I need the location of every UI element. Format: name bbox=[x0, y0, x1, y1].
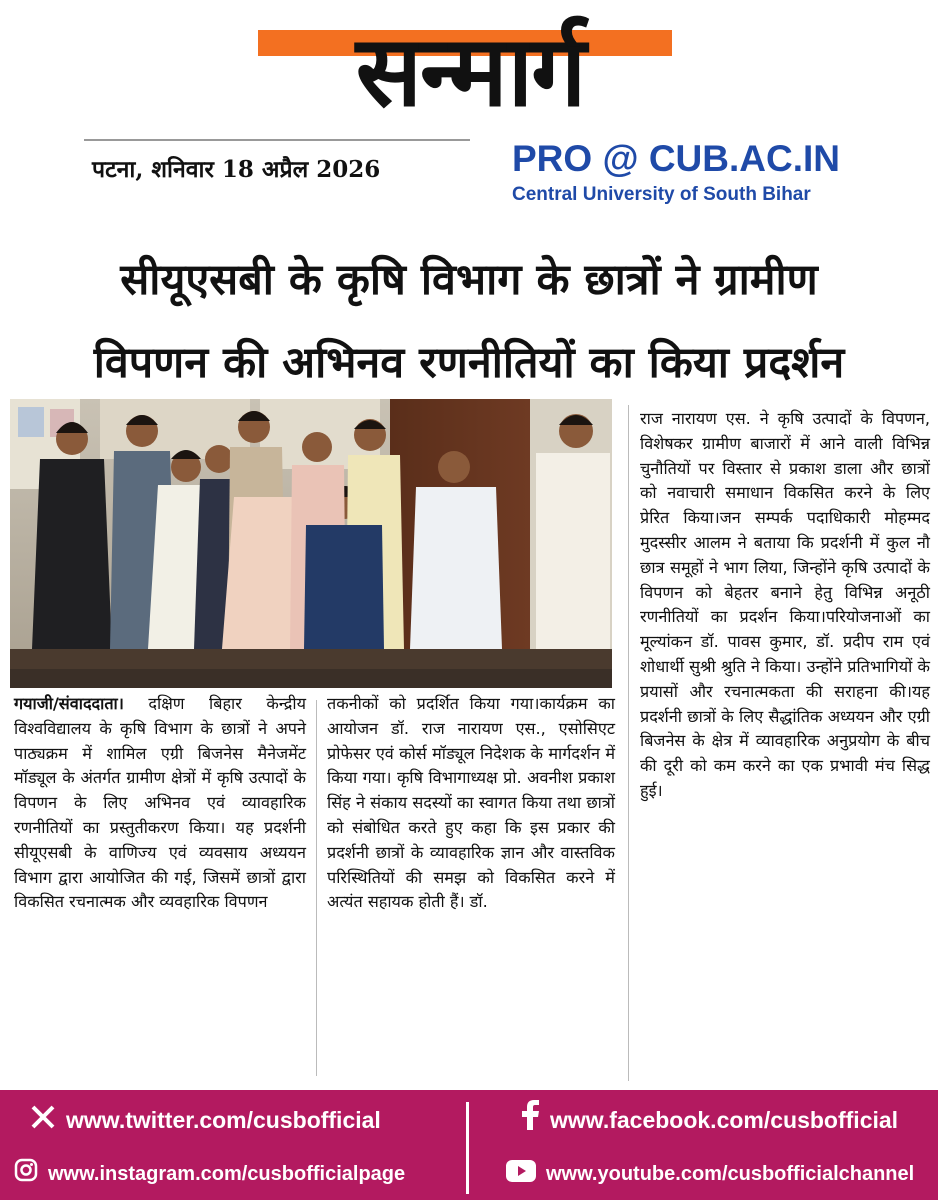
instagram-link-row[interactable] bbox=[14, 1150, 464, 1194]
youtube-logo-icon bbox=[506, 1152, 536, 1196]
footer-divider bbox=[466, 1102, 469, 1194]
article-column-3: राज नारायण एस. ने कृषि उत्पादों के विपणन, विशेषकर ग्रामीण बाजारों में आने वाली विभिन्न चुनौतियों पर विस्तार से प्रकाश डाला और छात्रों को नवाचारी समाधान विकसित करने के लिए प्रेरित किया।जन सम्पर्क पदाधिकारी मोहम्मद मुदस्सीर आलम ने बताया कि प्रदर्शनी में कुल नौ छात्र समूहों ने भाग लिया, जिन्होंने कृषि उत्पादों के विपणन को बेहतर बनाने हेतु विभिन्न अनूठी रणनीतियों का प्रदर्शन किया।परियोजनाओं का मूल्यांकन डॉ. पावस कुमार, डॉ. प्रदीप राम एवं शोधार्थी सुश्री श्रुति ने किया। उन्होंने प्रतिभागियों के प्रयासों और रचनात्मकता की सराहना की।यह प्रदर्शनी छात्रों के लिए सैद्धांतिक अध्ययन और एग्री बिजनेस के क्षेत्र में व्यावहारिक अनुप्रयोग के बीच की दूरी को कम करने का एक प्रभावी मंच सिद्ध हुई। bbox=[640, 409, 930, 800]
pro-email: PRO @ CUB.AC.IN bbox=[512, 138, 840, 179]
byline: गयाजी/संवाददाता। bbox=[14, 694, 124, 713]
twitter-link-row[interactable] bbox=[30, 1098, 460, 1142]
article-column-2: तकनीकों को प्रदर्शित किया गया।कार्यक्रम का आयोजन डॉ. राज नारायण एस., एसोसिएट प्रोफेसर एवं कोर्स मॉड्यूल निदेशक के मार्गदर्शन में किया गया। कृषि विभागाध्यक्ष प्रो. अवनीश प्रकाश सिंह ने संकाय सदस्यों का स्वागत किया तथा छात्रों को संबोधित करते हुए कहा कि इस प्रकार की प्रदर्शनी छात्रों के व्यावहारिक ज्ञान और वास्तविक परिस्थितियों की समझ को विकसित करने में अत्यंत सहायक होती हैं। डॉ. bbox=[327, 694, 615, 912]
group-photo bbox=[10, 399, 612, 688]
headline-line-1: सीयूएसबी के कृषि विभाग के छात्रों ने ग्रामीण bbox=[120, 255, 818, 305]
dateline: पटना, शनिवार 18 अप्रैल 2026 bbox=[92, 156, 381, 183]
headline-line-2: विपणन की अभिनव रणनीतियों का किया प्रदर्शन bbox=[93, 338, 845, 388]
column-rule bbox=[628, 405, 629, 1081]
dateline-rule bbox=[84, 139, 470, 141]
university-name: Central University of South Bihar bbox=[512, 184, 811, 205]
article-column-1 bbox=[14, 692, 306, 1082]
instagram-logo-icon bbox=[14, 1152, 38, 1196]
column-rule bbox=[316, 700, 317, 1076]
twitter-url[interactable]: www.twitter.com/cusbofficial bbox=[66, 1107, 381, 1133]
youtube-link-row[interactable] bbox=[506, 1150, 936, 1194]
facebook-url[interactable]: www.facebook.com/cusbofficial bbox=[550, 1107, 899, 1133]
newspaper-logo: सन्मार्ग bbox=[355, 15, 585, 129]
facebook-logo-icon bbox=[520, 1100, 540, 1144]
x-logo-icon bbox=[30, 1100, 56, 1144]
youtube-url[interactable]: www.youtube.com/cusbofficialchannel bbox=[546, 1163, 915, 1185]
instagram-url[interactable]: www.instagram.com/cusbofficialpage bbox=[48, 1163, 406, 1185]
facebook-link-row[interactable] bbox=[520, 1098, 936, 1142]
article-text-1: दक्षिण बिहार केन्द्रीय विश्वविद्यालय के कृषि विभाग के छात्रों ने अपने पाठ्यक्रम में शामिल एग्री बिजनेस मैनेजमेंट मॉड्यूल के अंतर्गत ग्रामीण क्षेत्रों में कृषि उत्पादों के विपणन के लिए अभिनव एवं व्यावहारिक रणनीतियों का प्रस्तुतीकरण किया। यह प्रदर्शनी सीयूएसबी के वाणिज्य एवं व्यवसाय अध्ययन विभाग द्वारा आयोजित की गई, जिसमें छात्रों द्वारा विकसित रचनात्मक और व्यवहारिक विपणन bbox=[14, 694, 306, 912]
